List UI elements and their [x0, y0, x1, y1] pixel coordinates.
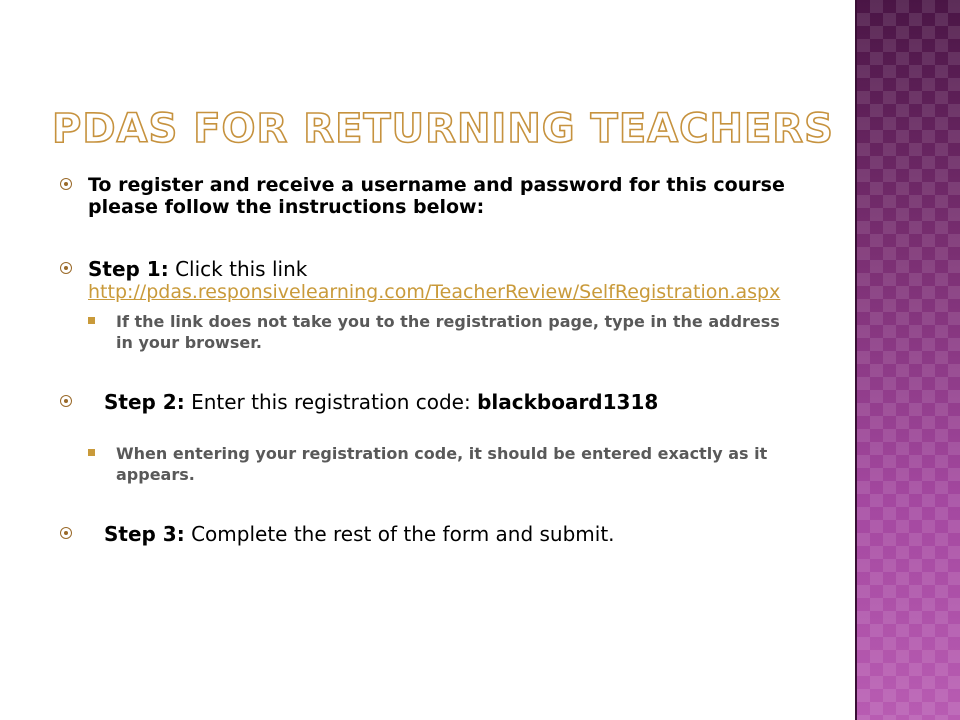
step2-note-text: When entering your registration code, it should be entered exactly as it appears. [116, 444, 768, 484]
circle-bullet-icon [60, 178, 72, 190]
step3-label: Step 3: [104, 522, 185, 546]
registration-code: blackboard1318 [477, 390, 659, 414]
step2-text: Enter this registration code: [191, 390, 471, 414]
step1-bullet [60, 258, 800, 303]
step2-bullet [60, 391, 800, 413]
step3-text: Complete the rest of the form and submit. [191, 522, 615, 546]
slide-content [60, 170, 800, 545]
circle-bullet-icon [60, 262, 72, 274]
registration-link[interactable]: http://pdas.responsivelearning.com/TeacherReview/SelfRegistration.aspx [88, 281, 781, 303]
decorative-side-band [855, 0, 960, 720]
step1-text: Click this link [175, 257, 308, 281]
step1-label: Step 1: [88, 257, 169, 281]
step2-label: Step 2: [104, 390, 185, 414]
slide-title: PDAS FOR RETURNING TEACHERS [52, 106, 834, 152]
square-bullet-icon [88, 449, 95, 456]
step3-bullet [60, 523, 800, 545]
intro-bullet [60, 174, 800, 218]
step1-note-text: If the link does not take you to the registration page, type in the address in your browser. [116, 312, 780, 352]
circle-bullet-icon [60, 395, 72, 407]
intro-text: To register and receive a username and password for this course please follow the instructions below: [88, 174, 785, 218]
circle-bullet-icon [60, 527, 72, 539]
square-bullet-icon [88, 317, 95, 324]
step1-note [88, 311, 800, 353]
step2-note [88, 443, 800, 485]
